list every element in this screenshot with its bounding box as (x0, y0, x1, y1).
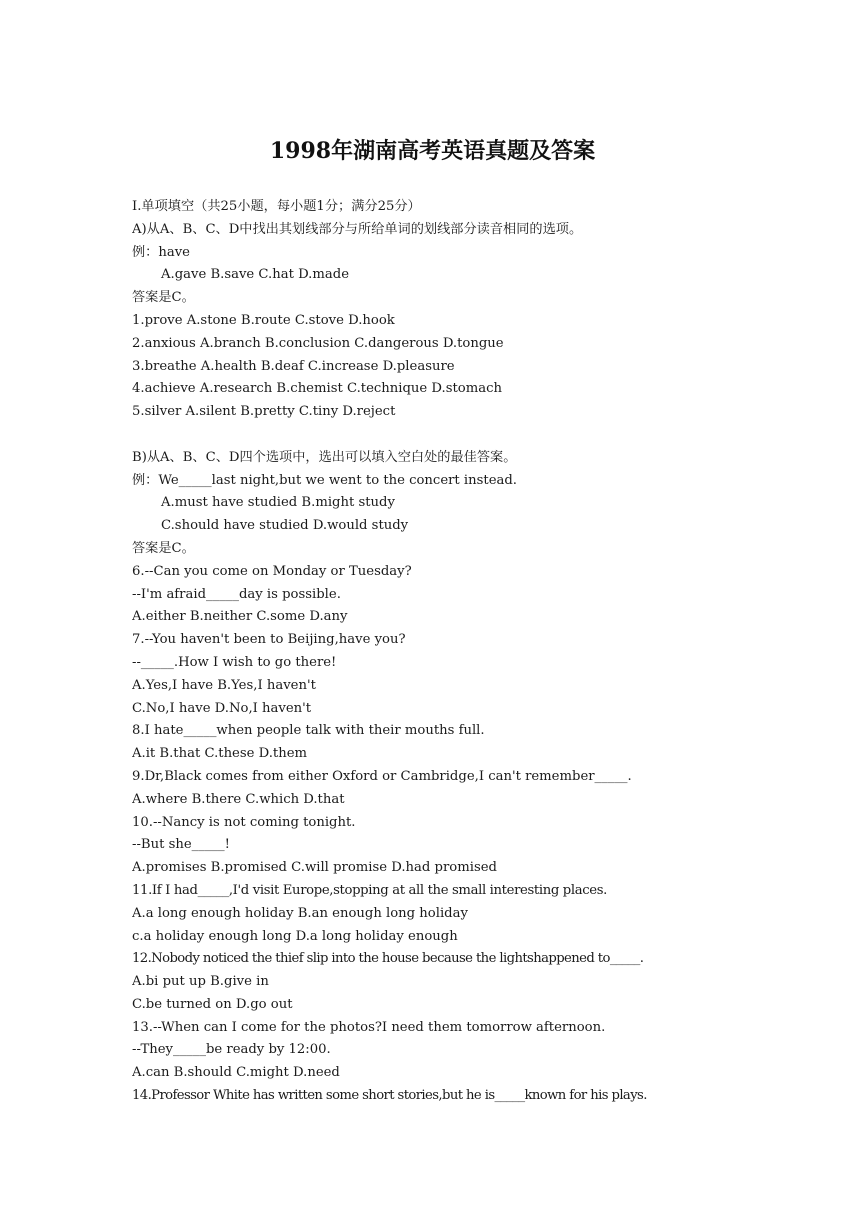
text-line: 14.Professor White has written some short stories,but he is_____known for his plays. (132, 1088, 647, 1104)
text-line: A)从A、B、C、D中找出其划线部分与所给单词的划线部分读音相同的选项。 (132, 221, 583, 237)
text-line: A.bi put up B.give in (132, 974, 269, 990)
text-line: A.Yes,I have B.Yes,I haven't (132, 677, 316, 693)
text-line: B)从A、B、C、D四个选项中，选出可以填入空白处的最佳答案。 (132, 449, 517, 465)
text-line: --I'm afraid_____day is possible. (132, 586, 341, 602)
text-line: 12.Nobody noticed the thief slip into the house because the lightshappened to_____. (132, 951, 644, 967)
text-line: --They_____be ready by 12:00. (132, 1042, 331, 1058)
text-line: C.No,I have D.No,I haven't (132, 700, 312, 716)
document-body (132, 196, 752, 1108)
text-line: A.gave B.save C.hat D.made (161, 267, 349, 283)
text-line: Ⅰ.单项填空（共25小题，每小题1分；满分25分） (132, 199, 421, 214)
text-line: 3.breathe A.health B.deaf C.increase D.pleasure (132, 358, 455, 374)
text-line: 4.achieve A.research B.chemist C.technique D.stomach (132, 381, 502, 397)
document-title: 1998年湖南高考英语真题及答案 (269, 138, 596, 164)
text-line: C.be turned on D.go out (132, 996, 293, 1012)
text-line: 9.Dr,Black comes from either Oxford or Cambridge,I can't remember_____. (132, 768, 632, 784)
text-line: 答案是C。 (132, 540, 195, 556)
text-line: 10.--Nancy is not coming tonight. (132, 814, 356, 830)
text-line: --But she_____! (132, 837, 230, 853)
text-line: A.where B.there C.which D.that (132, 791, 345, 807)
text-line: 例：We_____last night,but we went to the concert instead. (132, 472, 517, 488)
text-line: 1.prove A.stone B.route C.stove D.hook (132, 312, 395, 328)
text-line: A.promises B.promised C.will promise D.had promised (132, 860, 497, 876)
blank-line (132, 424, 752, 447)
text-line: 8.I hate_____when people talk with their mouths full. (132, 723, 485, 739)
text-line: A.it B.that C.these D.them (132, 746, 308, 762)
text-line: 答案是C。 (132, 290, 195, 306)
text-line: 6.--Can you come on Monday or Tuesday? (132, 563, 412, 579)
text-line: A.must have studied B.might study (161, 495, 395, 511)
text-line: 7.--You haven't been to Beijing,have you? (132, 632, 406, 648)
text-line: 13.--When can I come for the photos?I need them tomorrow afternoon. (132, 1019, 606, 1035)
text-line: 11.If I had_____,I'd visit Europe,stopping at all the small interesting places. (132, 882, 608, 898)
text-line: c.a holiday enough long D.a long holiday enough (132, 928, 458, 944)
text-line: A.a long enough holiday B.an enough long holiday (132, 905, 468, 921)
text-line: 2.anxious A.branch B.conclusion C.dangerous D.tongue (132, 335, 504, 351)
text-line: A.can B.should C.might D.need (132, 1065, 340, 1081)
text-line: 5.silver A.silent B.pretty C.tiny D.reject (132, 404, 396, 420)
text-line: C.should have studied D.would study (161, 518, 409, 534)
text-line: --_____.How I wish to go there! (132, 654, 337, 670)
text-line: 例：have (132, 244, 190, 260)
text-line: A.either B.neither C.some D.any (132, 609, 348, 625)
